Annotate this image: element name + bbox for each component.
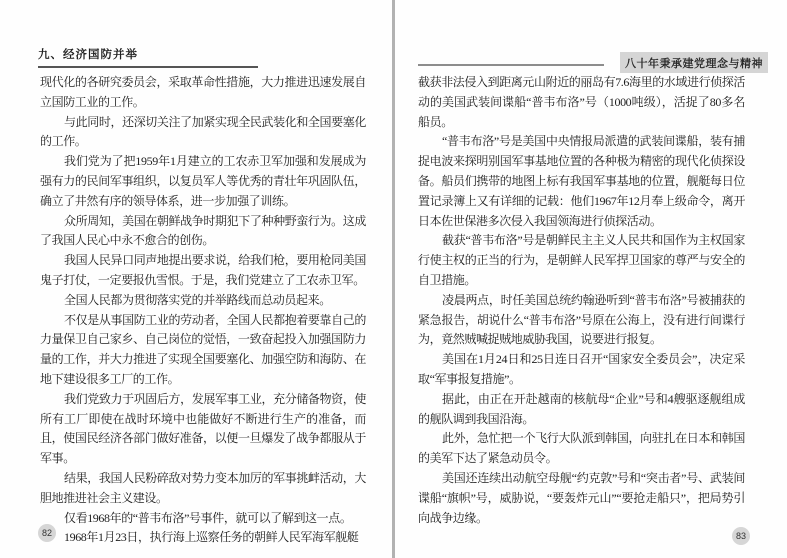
book-title-badge: [620, 52, 768, 73]
paragraph: 我国人民异口同声地提出要求说，给我们枪，要用枪同美国鬼子打仗，一定要报仇雪恨。于是，我们党建立了工农赤卫军。: [40, 253, 366, 287]
page-number-label: 83: [735, 531, 746, 541]
paragraph: 此外，急忙把一个飞行大队派到韩国，向驻扎在日本和韩国的美军下达了紧急动员令。: [418, 431, 745, 466]
paragraph: 我们党为了把1959年1月建立的工农赤卫军加强和发展成为强有力的民间军事组织，以复员军人等优秀的青壮年巩固队伍，确立了井然有序的领导体系，进一步加强了训练。: [40, 154, 366, 208]
paragraph: 截获“普韦布洛”号是朝鲜民主主义人民共和国作为主权国家行使主权的正当的行为，是朝鲜人民军捍卫国家的尊严与安全的自卫措施。: [418, 233, 745, 287]
paragraph: 与此同时，还深切关注了加紧实现全民武装化和全国要塞化的工作。: [40, 114, 366, 149]
paragraph: 众所周知，美国在朝鲜战争时期犯下了种种野蛮行为。这成了我国人民心中永不愈合的创伤。: [40, 213, 366, 248]
paragraph: 据此，由正在开赴越南的核航母“企业”号和4艘驱逐舰组成的舰队调到我国沿海。: [418, 391, 745, 426]
paragraph: 不仅是从事国防工业的劳动者，全国人民都抱着要靠自己的力量保卫自己家乡、自己岗位的觉悟，一致奋起投入加强国防力量的工作，并大力推进了实现全国要塞化、加强空防和海防、在地下建设很多工厂的工作。: [40, 312, 366, 386]
paragraph: 截获非法侵入到距离元山附近的丽岛有7.6海里的水域进行侦探活动的美国武装间谍船“普韦布洛”号（1000吨级），活捉了80多名船员。: [418, 75, 746, 129]
paragraph: 美国还连续出动航空母舰“约克敦”号和“突击者”号、武装间谍船“旗帜”号，威胁说，“要轰炸元山”“要抢走船只”，把局势引向战争边缘。: [418, 470, 745, 525]
paragraph: 1968年1月23日，执行海上巡察任务的朝鲜人民军海军舰艇: [64, 530, 359, 545]
right-page-text-block: [418, 73, 745, 528]
paragraph: 全国人民都为贯彻落实党的并举路线而总动员起来。: [64, 292, 331, 307]
paragraph: 我们党致力于巩固后方，发展军事工业，充分储备物资，使所有工厂即使在战时环境中也能做好不断进行生产的准备，而且，使国民经济各部门做好准备，以便一旦爆发了战争都服从于军事。: [40, 391, 366, 466]
book-title: 八十年秉承建党理念与精神: [625, 57, 763, 70]
page-number-right: [732, 527, 750, 545]
page-gutter-divider: [392, 0, 395, 558]
paragraph: “普韦布洛”号是美国中央情报局派遣的武装间谍船，装有捕捉电波来探明别国军事基地位置的各种极为精密的现代化侦探设备。船员们携带的地图上标有我国军事基地的位置，舰艇每日位置记录簿上又有详细的记载：他们1967年12月奉上级命令，离开日本佐世保港多次侵入我国领海进行侦探活动。: [418, 134, 745, 228]
page-number-left: [38, 524, 56, 542]
paragraph: 美国在1月24日和25日连日召开“国家安全委员会”，决定采取“军事报复措施”。: [418, 352, 745, 386]
left-running-header: [38, 46, 258, 68]
page-number-label: 82: [41, 528, 52, 538]
right-header-rule: [418, 64, 604, 66]
left-page-text-block: [40, 73, 366, 548]
paragraph: 结果，我国人民粉碎敌对势力变本加厉的军事挑衅活动，大胆地推进社会主义建设。: [40, 470, 366, 505]
paragraph: 仅看1968年的“普韦布洛”号事件，就可以了解到这一点。: [64, 510, 352, 525]
paragraph: 凌晨两点，时任美国总统约翰逊听到“普韦布洛”号被捕获的紧急报告，胡说什么“普韦布洛”号原在公海上，没有进行间谍行为，竟然贼喊捉贼地威胁我国，说要进行报复。: [418, 292, 745, 347]
paragraph: 现代化的各研究委员会，采取革命性措施，大力推进迅速发展自立国防工业的工作。: [40, 75, 366, 109]
chapter-title: 九、经济国防并举: [38, 49, 138, 61]
